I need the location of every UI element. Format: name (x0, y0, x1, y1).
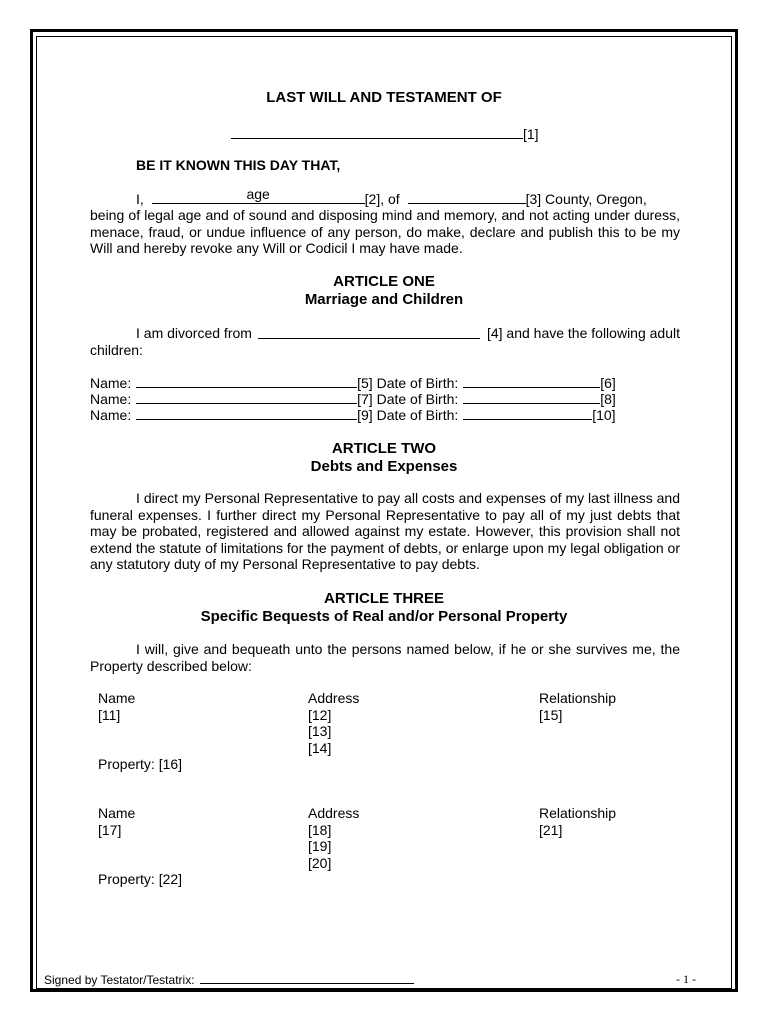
child-row (90, 406, 616, 423)
bequest-relationship-column (539, 805, 616, 838)
address-line-2[interactable]: [19] (308, 838, 332, 854)
testator-name-blank[interactable] (231, 125, 523, 139)
bequest-address-column (308, 805, 359, 871)
address-header: Address (308, 805, 360, 821)
marker-8: [8] (600, 391, 616, 407)
bequest-property[interactable]: Property: [16] (98, 756, 183, 772)
marker-2: [2], of (364, 191, 400, 207)
child-dob-label: [7] Date of Birth: (357, 391, 459, 407)
article-one-subheading: Marriage and Children (304, 291, 464, 308)
child-dob-label: [5] Date of Birth: (357, 375, 459, 391)
address-line-3[interactable]: [20] (308, 854, 332, 871)
bequest-name-column (98, 805, 135, 838)
child-row (90, 374, 616, 391)
testator-name-line[interactable] (231, 125, 539, 142)
article-two-subheading: Debts and Expenses (310, 458, 458, 475)
child-name-label: Name: (90, 391, 132, 407)
relationship-header: Relationship (539, 805, 617, 821)
intro-line-1 (136, 186, 680, 207)
bequest-relationship-column (539, 690, 616, 723)
divorce-text-end: [4] and have the following adult (486, 325, 680, 341)
child-dob-field[interactable] (463, 374, 600, 388)
name-header: Name (98, 690, 136, 706)
child-row (90, 390, 616, 407)
bequests-paragraph (90, 641, 680, 674)
bequest-name-column (98, 690, 135, 723)
child-dob-field[interactable] (463, 390, 600, 404)
testator-name-field[interactable] (152, 186, 365, 204)
signed-label: Signed by Testator/Testatrix: (44, 973, 195, 987)
address-line-3[interactable]: [14] (308, 739, 332, 756)
debts-text: I direct my Personal Representative to pay all costs and expenses of my last illness and funeral expenses. I further direct my Personal Representative to pay all of my just debts that may be probated, registered and allowed against my estate. However, this provision shall not extend the statute of limitations for the payment of debts, or enlarge upon my legal obligation or any statutory duty of my Personal Representative to pay debts. (90, 490, 680, 572)
relationship-value[interactable]: [15] (539, 706, 563, 723)
bequest-name[interactable]: [11] (98, 706, 121, 723)
child-name-field[interactable] (136, 374, 357, 388)
address-line-1[interactable]: [18] (308, 821, 332, 838)
marker-3: [3] County, Oregon, (525, 191, 647, 207)
county-field[interactable] (408, 190, 526, 204)
child-name-field[interactable] (136, 406, 357, 420)
document-title: LAST WILL AND TESTAMENT OF (266, 89, 502, 106)
child-name-label: Name: (90, 375, 132, 391)
article-three-subheading: Specific Bequests of Real and/or Personal Property (200, 608, 568, 625)
marker-10: [10] (592, 407, 616, 423)
relationship-header: Relationship (539, 690, 617, 706)
address-header: Address (308, 690, 360, 706)
relationship-value[interactable]: [21] (539, 821, 563, 838)
children-label: children: (90, 342, 143, 358)
address-line-1[interactable]: [12] (308, 706, 332, 723)
page-number: - 1 - (676, 972, 696, 986)
bequest-property[interactable]: Property: [22] (98, 871, 183, 887)
child-name-field[interactable] (136, 390, 357, 404)
child-dob-label: [9] Date of Birth: (357, 407, 459, 423)
signature-footer (44, 972, 414, 987)
ex-spouse-field[interactable] (258, 325, 480, 339)
child-name-label: Name: (90, 407, 132, 423)
intro-i: I, (136, 191, 144, 207)
article-three-heading: ARTICLE THREE (324, 590, 444, 607)
divorce-text: I am divorced from (136, 325, 252, 341)
name-header: Name (98, 805, 136, 821)
known-heading: BE IT KNOWN THIS DAY THAT, (136, 157, 341, 173)
article-two-heading: ARTICLE TWO (331, 440, 437, 457)
address-line-2[interactable]: [13] (308, 723, 332, 739)
debts-paragraph (90, 490, 680, 573)
intro-paragraph: being of legal age and of sound and disposing mind and memory, and not acting under duress, menace, fraud, or undue influence of any person, do make, declare and publish this to be my Will and hereby revoke any Will or Codicil I may have made. (90, 207, 680, 256)
marker-1: [1] (523, 126, 539, 142)
child-dob-field[interactable] (463, 406, 592, 420)
testator-name-value: age (246, 186, 270, 202)
bequests-text: I will, give and bequeath unto the persons named below, if he or she survives me, the Property described below: (90, 641, 680, 674)
marker-6: [6] (600, 375, 616, 391)
divorce-line (136, 325, 680, 341)
bequest-address-column (308, 690, 359, 756)
article-one-heading: ARTICLE ONE (333, 273, 435, 290)
signature-field[interactable] (200, 972, 414, 984)
bequest-name[interactable]: [17] (98, 821, 122, 838)
